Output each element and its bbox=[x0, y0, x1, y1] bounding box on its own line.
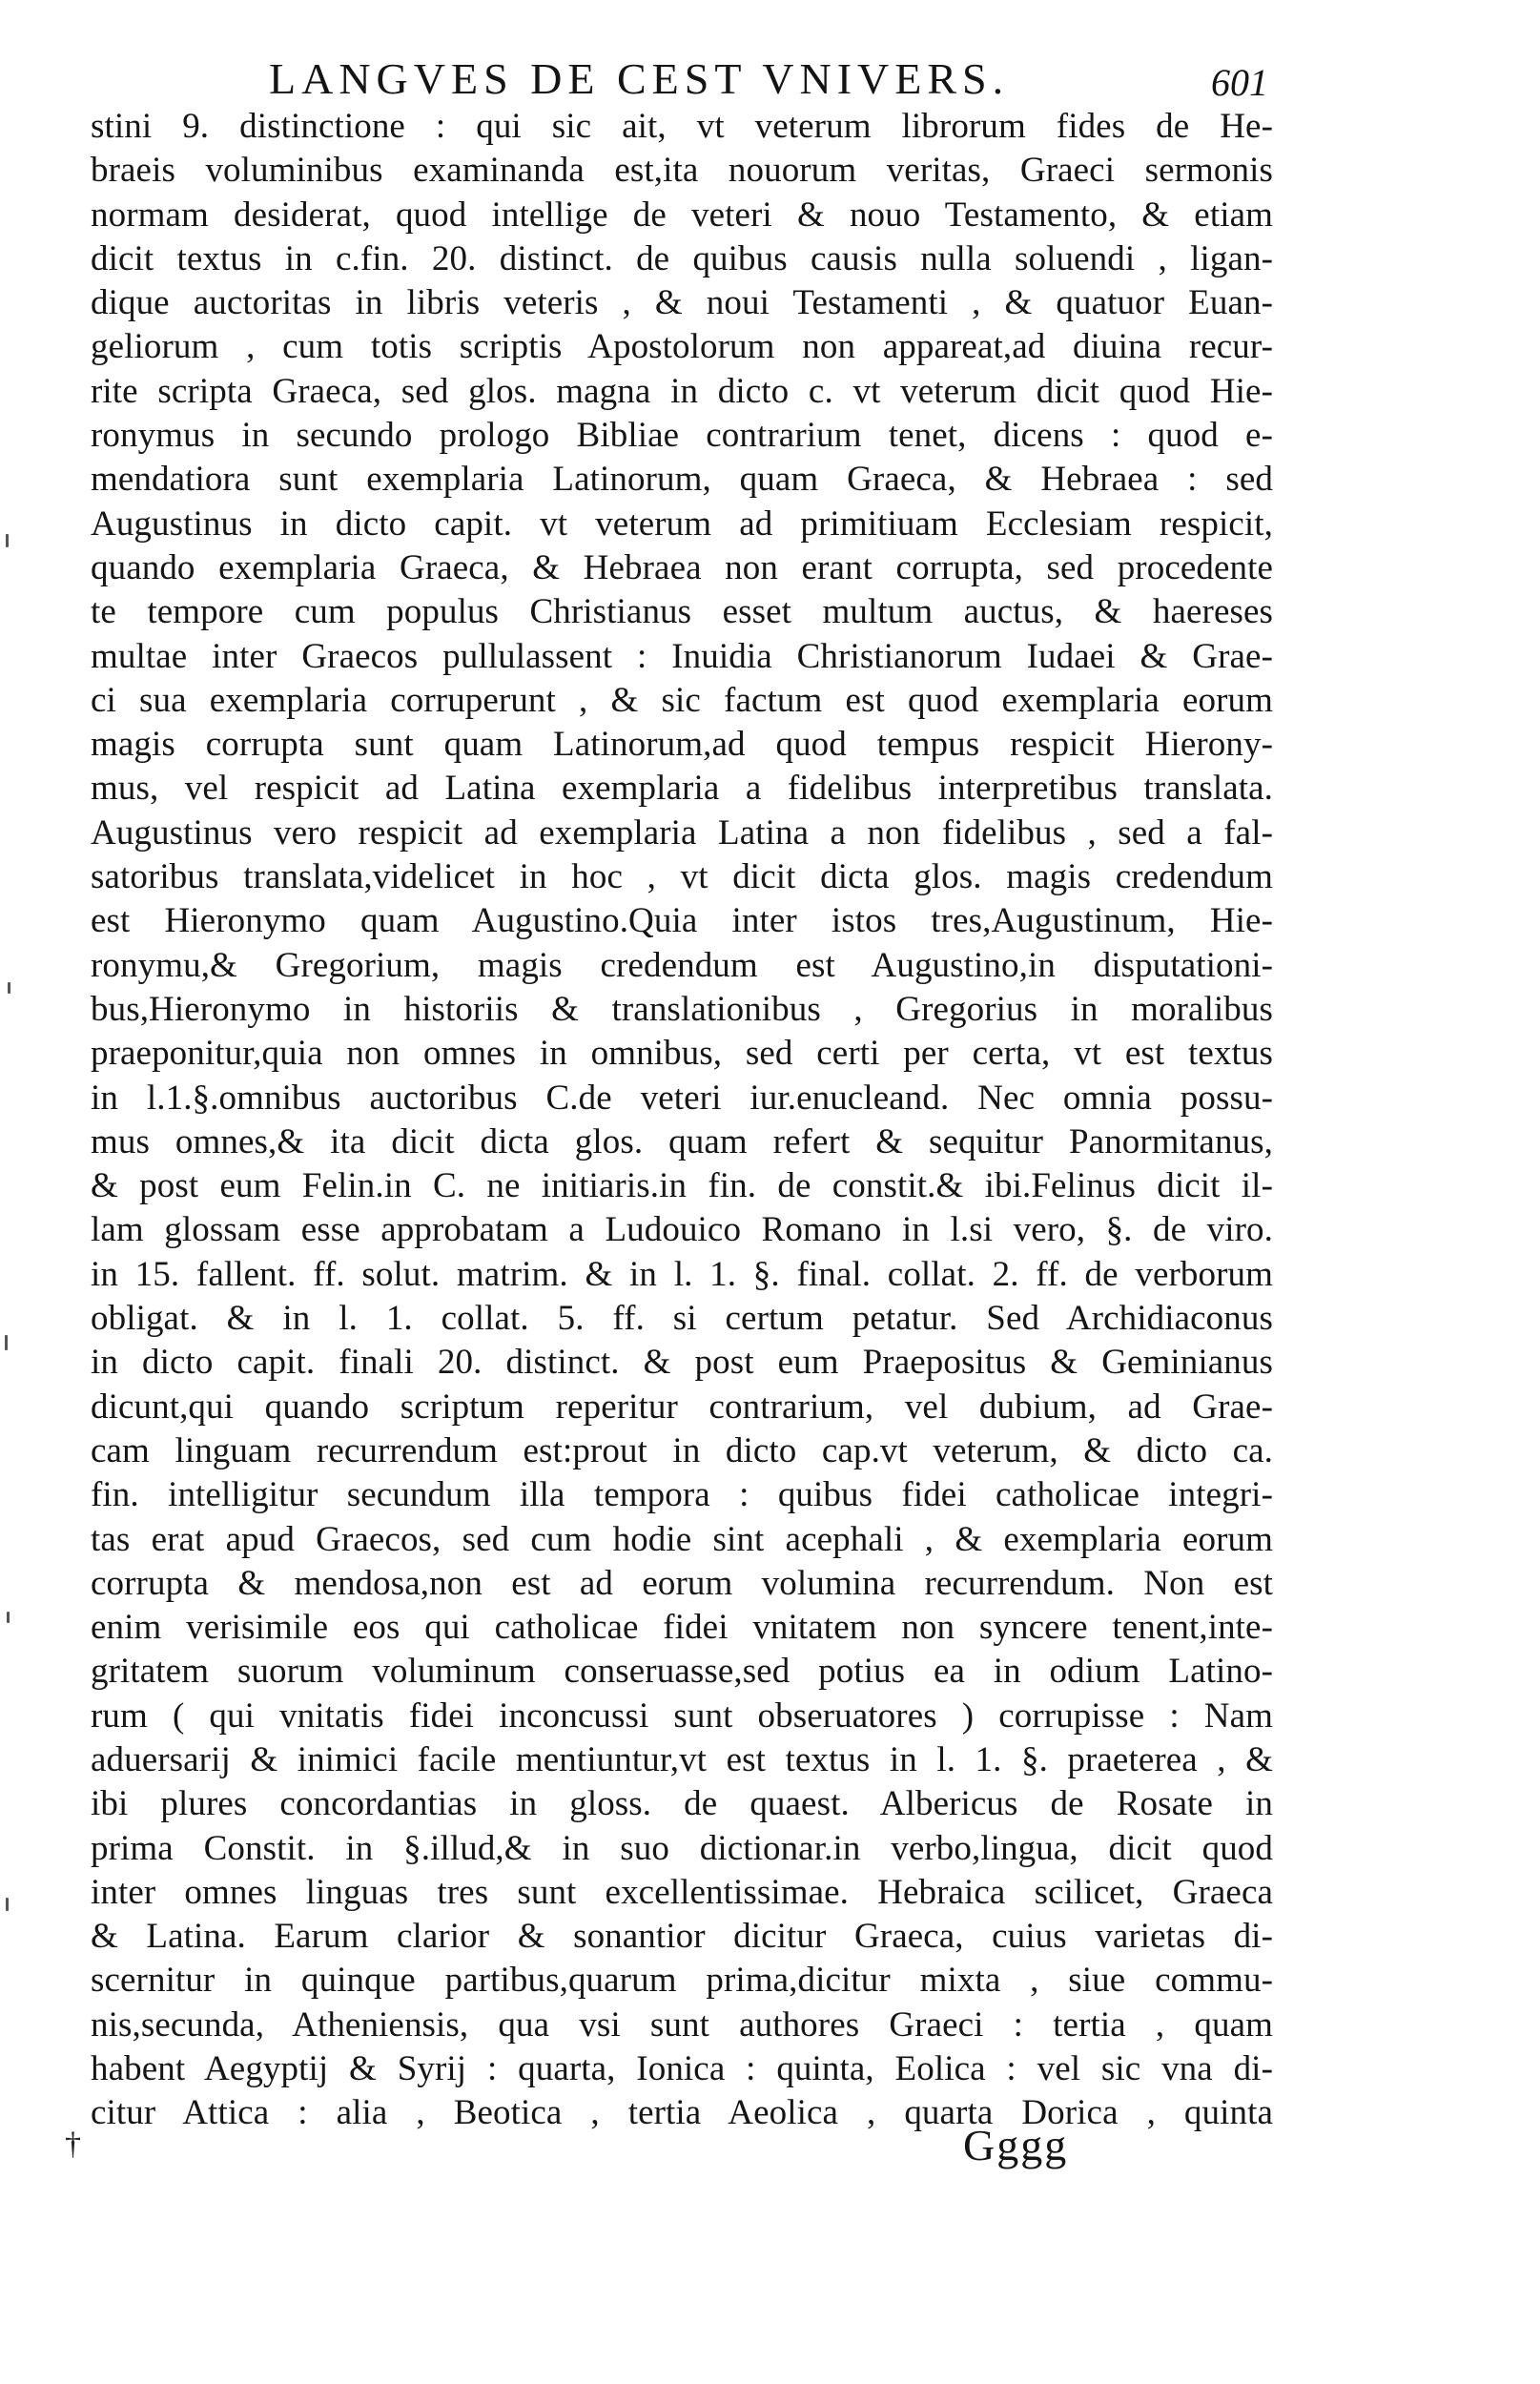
text-line: ronymu,& Gregorium, magis credendum est Augustino,in disputationi- bbox=[91, 945, 1273, 985]
text-line: dicunt,qui quando scriptum reperitur contrarium, vel dubium, ad Grae- bbox=[91, 1387, 1273, 1427]
text-line: fin. intelligitur secundum illa tempora : quibus fidei catholicae integri- bbox=[91, 1475, 1273, 1515]
text-line: corrupta & mendosa,non est ad eorum volumina recurrendum. Non est bbox=[91, 1563, 1273, 1603]
text-line: bus,Hieronymo in historiis & translationibus , Gregorius in moralibus bbox=[91, 989, 1273, 1029]
text-line: te tempore cum populus Christianus esset multum auctus, & haereses bbox=[91, 592, 1273, 632]
text-line: prima Constit. in §.illud,& in suo dictionar.in verbo,lingua, dicit quod bbox=[91, 1828, 1273, 1868]
text-line: rite scripta Graeca, sed glos. magna in dicto c. vt veterum dicit quod Hie- bbox=[91, 371, 1273, 411]
text-line: in dicto capit. finali 20. distinct. & post eum Praepositus & Geminianus bbox=[91, 1343, 1273, 1383]
text-line: lam glossam esse approbatam a Ludouico Romano in l.si vero, §. de viro. bbox=[91, 1210, 1273, 1250]
page-edge-marks bbox=[0, 0, 29, 2384]
text-line: obligat. & in l. 1. collat. 5. ff. si certum petatur. Sed Archidiaconus bbox=[91, 1299, 1273, 1339]
body-text bbox=[91, 105, 1273, 2136]
text-line: mus, vel respicit ad Latina exemplaria a fidelibus interpretibus translata. bbox=[91, 769, 1273, 809]
page-footer bbox=[57, 2117, 1201, 2174]
edge-speck bbox=[5, 1335, 8, 1350]
text-line: in 15. fallent. ff. solut. matrim. & in l. 1. §. final. collat. 2. ff. de verborum bbox=[91, 1254, 1273, 1294]
text-line: scernitur in quinque partibus,quarum prima,dicitur mixta , siue commu- bbox=[91, 1961, 1273, 2001]
signature-mark: Gggg bbox=[963, 2121, 1069, 2169]
text-line: mus omnes,& ita dicit dicta glos. quam refert & sequitur Panormitanus, bbox=[91, 1121, 1273, 1161]
text-line: dicit textus in c.fin. 20. distinct. de quibus causis nulla soluendi , ligan- bbox=[91, 238, 1273, 278]
page-number: 601 bbox=[1211, 61, 1268, 104]
edge-speck bbox=[7, 1612, 10, 1623]
text-line: ci sua exemplaria corruperunt , & sic factum est quod exemplaria eorum bbox=[91, 680, 1273, 720]
text-line: est Hieronymo quam Augustino.Quia inter istos tres,Augustinum, Hie- bbox=[91, 901, 1273, 941]
text-line: nis,secunda, Atheniensis, qua vsi sunt authores Graeci : tertia , quam bbox=[91, 2004, 1273, 2045]
text-line: in l.1.§.omnibus auctoribus C.de veteri iur.enucleand. Nec omnia possu- bbox=[91, 1078, 1273, 1118]
text-line: ibi plures concordantias in gloss. de quaest. Albericus de Rosate in bbox=[91, 1784, 1273, 1824]
text-line: enim verisimile eos qui catholicae fidei vnitatem non syncere tenent,inte- bbox=[91, 1608, 1273, 1648]
text-line: & Latina. Earum clarior & sonantior dicitur Graeca, cuius varietas di- bbox=[91, 1917, 1273, 1957]
text-line: mendatiora sunt exemplaria Latinorum, quam Graeca, & Hebraea : sed bbox=[91, 460, 1273, 500]
running-title: LANGVES DE CEST VNIVERS. bbox=[269, 54, 1010, 103]
text-line: ronymus in secundo prologo Bibliae contrarium tenet, dicens : quod e- bbox=[91, 416, 1273, 456]
text-line: & post eum Felin.in C. ne initiaris.in fin. de constit.& ibi.Felinus dicit il- bbox=[91, 1166, 1273, 1206]
text-line: praeponitur,quia non omnes in omnibus, sed certi per certa, vt est textus bbox=[91, 1034, 1273, 1074]
text-line: rum ( qui vnitatis fidei inconcussi sunt obseruatores ) corrupisse : Nam bbox=[91, 1696, 1273, 1736]
text-line: magis corrupta sunt quam Latinorum,ad quod tempus respicit Hierony- bbox=[91, 725, 1273, 765]
edge-speck bbox=[8, 982, 10, 994]
text-line: tas erat apud Graecos, sed cum hodie sint acephali , & exemplaria eorum bbox=[91, 1519, 1273, 1559]
text-line: citur Attica : alia , Beotica , tertia Aeolica , quarta Dorica , quinta bbox=[91, 2093, 1273, 2133]
text-line: braeis voluminibus examinanda est,ita nouorum veritas, Graeci sermonis bbox=[91, 151, 1273, 191]
text-line: stini 9. distinctione : qui sic ait, vt veterum librorum fides de He- bbox=[91, 107, 1273, 146]
text-line: aduersarij & inimici facile mentiuntur,vt est textus in l. 1. §. praeterea , & bbox=[91, 1739, 1273, 1779]
text-line: geliorum , cum totis scriptis Apostolorum non appareat,ad diuina recur- bbox=[91, 327, 1273, 367]
text-line: quando exemplaria Graeca, & Hebraea non erant corrupta, sed procedente bbox=[91, 547, 1273, 587]
text-line: gritatem suorum voluminum conseruasse,sed potius ea in odium Latino- bbox=[91, 1652, 1273, 1692]
text-line: Augustinus in dicto capit. vt veterum ad primitiuam Ecclesiam respicit, bbox=[91, 504, 1273, 544]
text-line: normam desiderat, quod intellige de veteri & nouo Testamento, & etiam bbox=[91, 195, 1273, 235]
text-line: inter omnes linguas tres sunt excellentissimae. Hebraica scilicet, Graeca bbox=[91, 1872, 1273, 1912]
text-line: dique auctoritas in libris veteris , & noui Testamenti , & quatuor Euan- bbox=[91, 283, 1273, 323]
text-line: multae inter Graecos pullulassent : Inuidia Christianorum Iudaei & Grae- bbox=[91, 636, 1273, 676]
edge-speck bbox=[6, 534, 9, 547]
running-head bbox=[257, 46, 1268, 113]
text-line: Augustinus vero respicit ad exemplaria Latina a non fidelibus , sed a fal- bbox=[91, 812, 1273, 853]
edge-speck bbox=[6, 1898, 9, 1911]
text-line: satoribus translata,videlicet in hoc , vt dicit dicta glos. magis credendum bbox=[91, 857, 1273, 897]
text-line: cam linguam recurrendum est:prout in dicto cap.vt veterum, & dicto ca. bbox=[91, 1430, 1273, 1470]
printer-mark-icon: † bbox=[65, 2127, 81, 2162]
text-line: habent Aegyptij & Syrij : quarta, Ionica : quinta, Eolica : vel sic vna di- bbox=[91, 2049, 1273, 2089]
